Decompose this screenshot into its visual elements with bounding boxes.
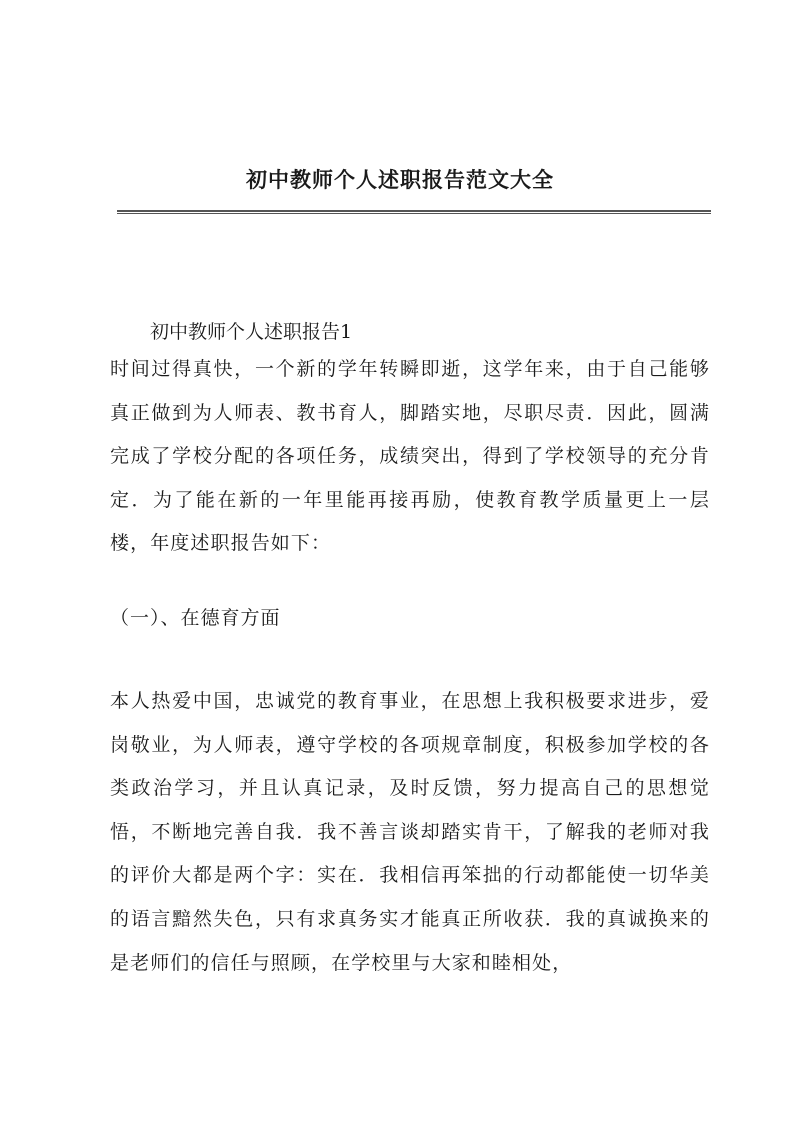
section-heading: 初中教师个人述职报告1 (150, 321, 353, 343)
morality-paragraph: 本人热爱中国，忠诚党的教育事业，在思想上我积极要求进步，爱岗敬业，为人师表，遵守学校的各项规章制度，积极参加学校的各类政治学习，并且认真记录，及时反馈，努力提高自己的思想觉悟，不断地完善自我．我不善言谈却踏实肯干，了解我的老师对我的评价大都是两个字：实在．我相信再笨拙的行动都能使一切华美的语言黯然失色，只有求真务实才能真正所收获．我的真诚换来的是老师们的信任与照顾，在学校里与大家和睦相处， (110, 690, 710, 974)
intro-paragraph: 时间过得真快，一个新的学年转瞬即逝，这学年来，由于自己能够真正做到为人师表、教书育人，脚踏实地，尽职尽责．因此，圆满完成了学校分配的各项任务，成绩突出，得到了学校领导的充分肯定．为了能在新的一年里能再接再励，使教育教学质量更上一层楼，年度述职报告如下： (110, 358, 710, 555)
subheading-morality: （一）、在德育方面 (110, 607, 281, 629)
title-divider (117, 210, 711, 214)
document-title: 初中教师个人述职报告范文大全 (246, 167, 554, 192)
